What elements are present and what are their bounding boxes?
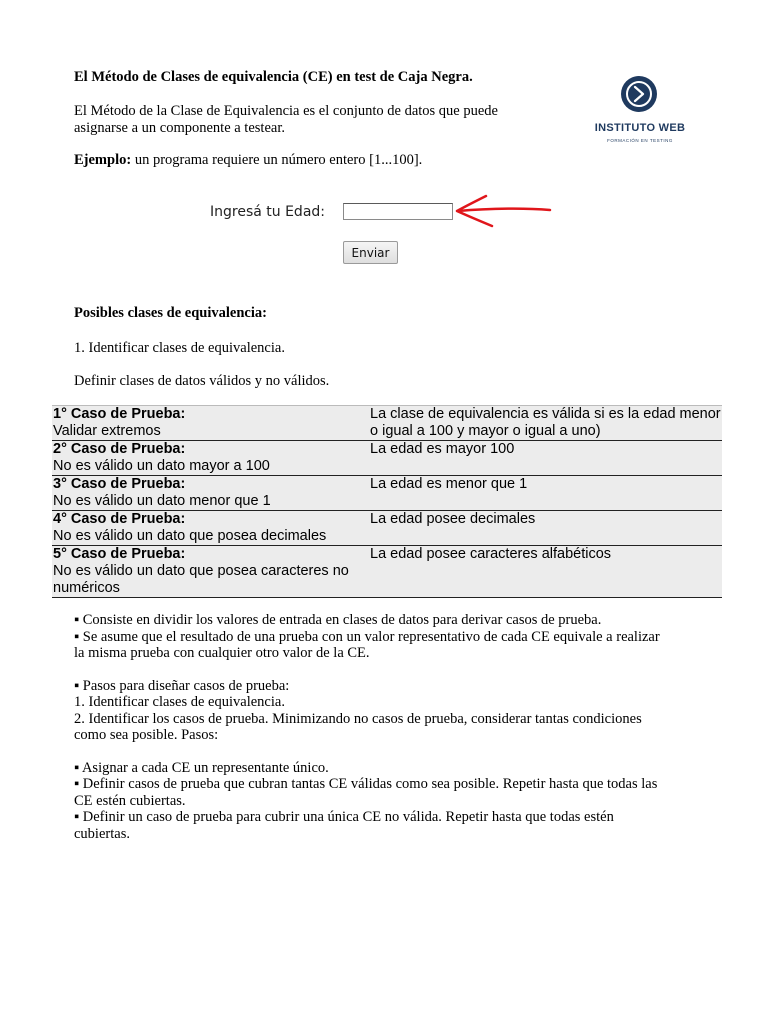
identify-step: 1. Identificar clases de equivalencia. (74, 340, 285, 356)
red-arrow-icon (452, 192, 554, 230)
case-description: No es válido un dato que posea caracteres no numéricos (53, 563, 349, 596)
note-bullet: ▪ Definir un caso de prueba para cubrir una única CE no válida. Repetir hasta que todas estén cubiertas. (74, 809, 614, 842)
example-paragraph (74, 152, 422, 169)
case-description: No es válido un dato menor que 1 (53, 493, 271, 509)
steps-title: ▪ Pasos para diseñar casos de prueba: (74, 677, 290, 694)
example-text: un programa requiere un número entero [1...100]. (131, 152, 423, 168)
note-bullet: ▪ Se asume que el resultado de una prueba con un valor representativo de cada CE equivale a realizar la misma prueba con cualquier otro valor de la CE. (74, 628, 660, 661)
case-cell (52, 511, 369, 546)
case-cell (52, 441, 369, 476)
case-description: No es válido un dato que posea decimales (53, 528, 327, 544)
step-item: 1. Identificar clases de equivalencia. (74, 694, 285, 710)
table-row (52, 406, 722, 441)
case-rule: La edad posee caracteres alfabéticos (369, 546, 722, 598)
table-row (52, 441, 722, 476)
age-field-label: Ingresá tu Edad: (210, 204, 326, 220)
case-description: Validar extremos (53, 423, 161, 439)
example-label: Ejemplo: (74, 152, 132, 168)
age-input[interactable] (343, 203, 453, 220)
case-title: 3° Caso de Prueba: (53, 476, 186, 492)
test-cases-table (52, 405, 722, 598)
logo-name: INSTITUTO WEB (594, 122, 686, 134)
notes-section (74, 612, 664, 842)
case-cell (52, 546, 369, 598)
case-title: 2° Caso de Prueba: (53, 441, 186, 457)
case-title: 1° Caso de Prueba: (53, 406, 186, 422)
note-bullet: ▪ Consiste en dividir los valores de entrada en clases de datos para derivar casos de prueba. (74, 612, 602, 628)
case-title: 4° Caso de Prueba: (53, 511, 186, 527)
possible-classes-heading: Posibles clases de equivalencia: (74, 305, 267, 321)
case-rule: La clase de equivalencia es válida si es la edad menor o igual a 100 y mayor o igual a uno) (370, 406, 721, 439)
note-bullet: ▪ Asignar a cada CE un representante único. (74, 759, 329, 776)
case-cell (52, 406, 369, 441)
step-item: 2. Identificar los casos de prueba. Minimizando no casos de prueba, considerar tantas condiciones como sea posible. Pasos: (74, 710, 642, 743)
send-button[interactable]: Enviar (343, 241, 398, 264)
instituto-web-logo (582, 74, 702, 150)
define-classes-text: Definir clases de datos válidos y no válidos. (74, 373, 330, 389)
case-description: No es válido un dato mayor a 100 (53, 458, 270, 474)
intro-paragraph: El Método de la Clase de Equivalencia es el conjunto de datos que puede asignarse a un componente a testear. (74, 103, 498, 136)
case-title: 5° Caso de Prueba: (53, 546, 186, 562)
logo-subtitle: FORMACIÓN EN TESTING (607, 138, 673, 143)
document-title: El Método de Clases de equivalencia (CE) en test de Caja Negra. (74, 69, 473, 85)
table-row (52, 511, 722, 546)
note-bullet: ▪ Definir casos de prueba que cubran tantas CE válidas como sea posible. Repetir hasta que todas las CE estén cubiertas. (74, 776, 658, 809)
case-rule: La edad es mayor 100 (369, 441, 722, 476)
table-row (52, 476, 722, 511)
logo-chevron-icon (621, 76, 657, 112)
case-rule: La edad es menor que 1 (369, 476, 722, 511)
table-row (52, 546, 722, 598)
case-cell (52, 476, 369, 511)
case-rule: La edad posee decimales (369, 511, 722, 546)
